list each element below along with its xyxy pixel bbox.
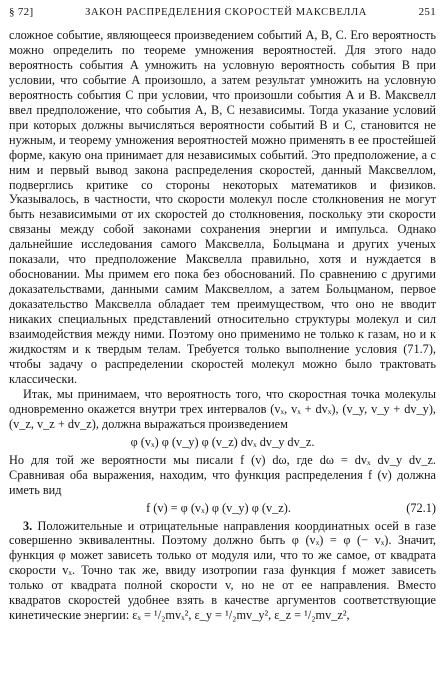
running-title: ЗАКОН РАСПРЕДЕЛЕНИЯ СКОРОСТЕЙ МАКСВЕЛЛА [85,7,367,18]
page-number: 251 [418,6,436,18]
equation-number: (72.1) [406,500,436,515]
paragraph-comparison: Но для той же вероятности мы писали f (v) dω, где dω = dvₓ dv_y dv_z. Сравнивая оба выражения, находим, что функция распределения f (v) должна иметь вид [9,452,436,497]
paragraph-probability: Итак, мы принимаем, что вероятность того, что скоростная точка молекулы одновременно окажется внутри трех интервалов (vₓ, vₓ + dvₓ), (v_y, v_y + dv_y), (v_z, v_z + dv_z), должна выражаться произведением [9,386,436,431]
equation-expression: f (v) = φ (vₓ) φ (v_y) φ (v_z). [146,500,291,515]
equation-72-1 [9,501,436,516]
paragraph-continuation: сложное событие, являющееся произведением событий A, B, C. Его вероятность можно определить по теореме умножения вероятностей. Для этого надо вероятность события A умножить на условную вероятность события B при условии, что событие A произошло, а затем результат умножить на условную вероятность события C при условии, что произошли события A и B. Максвелл ввел предположение, что события A, B, C независимы. Тогда указание условий при которых должны вычисляться вероятности событий B и C, становится не нужным, и теорему умножения вероятностей можно применять в ее простейшей форме, какую она принимает для независимых событий. Это предположение, а с ним и первый вывод закона распределения скоростей, данный Максвеллом, подверглись критике со стороны некоторых математиков и физиков. Указывалось, в частности, что скорости молекул после столкновения не могут быть независимыми от их скоростей до столкновения, поскольку эти скорости связаны между собой законами сохранения энергии и импульса. Однако дальнейшие исследования самого Максвелла, Больцмана и других ученых показали, что предположение Максвелла правильно, хотя и нуждается в обосновании. Мы примем его пока без обоснований. По сравнению с другими доказательствами, данными самим Максвеллом, а затем Больцманом, первое доказательство Максвелла обладает тем преимуществом, что оно не вводит никаких специальных представлений относительно структуры молекул и сил взаимодействия между ними. Поэтому оно применимо не только к газам, но и к жидкостям и к твердым телам. Требуется только выполнение условия (71.7), чтобы задачу о распределении скоростей молекул можно было трактовать классически. [9,28,436,386]
item-number: 3. [23,518,33,533]
section-ref: § 72] [9,6,34,18]
paragraph-section-3 [9,519,436,624]
paragraph-section-3-text: Положительные и отрицательные направления координатных осей в газе совершенно эквивалентны. Поэтому должно быть φ (vₓ) = φ (− vₓ). Значит, функция φ может зависеть только от модуля или, что то же самое, от квадрата скорости vₓ. Точно так же, ввиду изотропии газа функция f может зависеть только от квадрата полной скорости v, но не от ее направления. Вместо квадратов скоростей удобнее взять в качестве аргументов соответствующие кинетические энергии: εₓ = ¹/₂mvₓ², ε_y = ¹/₂mv_y², ε_z = ¹/₂mv_z², [9,518,437,623]
page-header [9,6,436,28]
formula-product: φ (vₓ) φ (v_y) φ (v_z) dvₓ dv_y dv_z. [130,434,315,449]
body-text [9,28,436,623]
